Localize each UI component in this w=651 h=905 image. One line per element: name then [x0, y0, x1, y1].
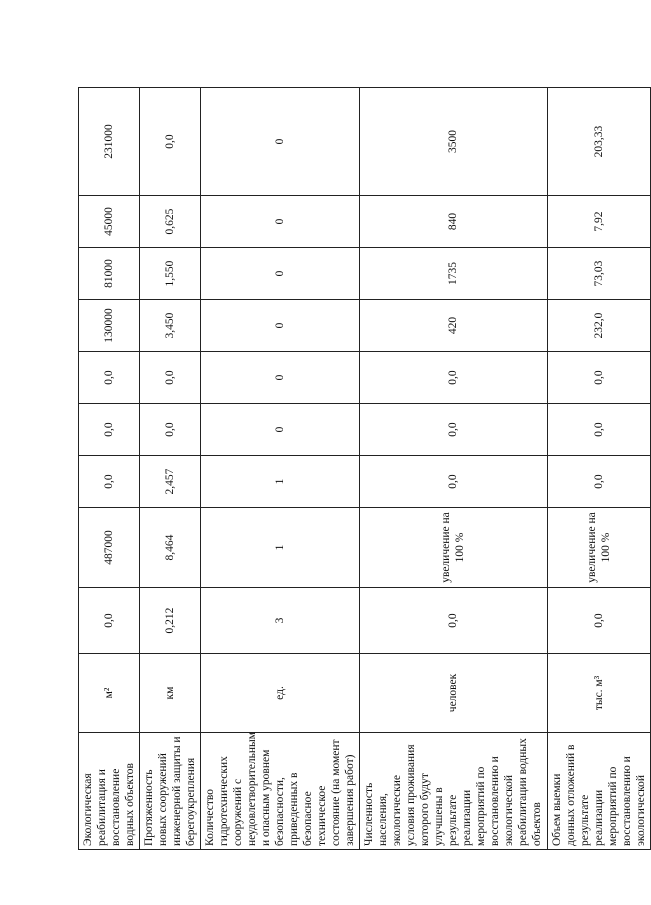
table-row — [360, 88, 547, 850]
value-cell: 0,625 — [140, 196, 201, 248]
value-cell: 420 — [360, 300, 547, 352]
value-cell: 0,0 — [547, 352, 650, 404]
table-body — [79, 88, 651, 850]
value-cell: 0,0 — [547, 404, 650, 456]
value-cell: 0,0 — [547, 456, 650, 508]
indicator-name: Численность населения, экологические условия проживания которого будут улучшены в результате реализации мероприятий по восстановлению и экологической реабилитации водных объектов — [360, 733, 547, 850]
indicator-name: Количество гидротехнических сооружений с неудовлетворительным и опасным уровнем безопасности, приведенных в безопасное техническое состояние (на момент завершения работ) — [201, 733, 360, 850]
value-cell: 81000 — [79, 248, 140, 300]
value-cell: 0,0 — [79, 456, 140, 508]
value-cell: 487000 — [79, 508, 140, 588]
value-cell: 840 — [360, 196, 547, 248]
table-row — [547, 88, 650, 850]
value-cell: 2,457 — [140, 456, 201, 508]
value-cell: 0,212 — [140, 588, 201, 654]
unit-cell: км — [140, 654, 201, 733]
unit-cell: тыс. м³ — [547, 654, 650, 733]
value-cell: 0,0 — [79, 352, 140, 404]
value-cell: 0,0 — [140, 404, 201, 456]
value-cell: 3 — [201, 588, 360, 654]
value-cell: 0 — [201, 88, 360, 196]
unit-cell: м² — [79, 654, 140, 733]
value-cell: увеличение на 100 % — [360, 508, 547, 588]
value-cell: 0,0 — [140, 88, 201, 196]
value-cell: 7,92 — [547, 196, 650, 248]
value-cell: 130000 — [79, 300, 140, 352]
value-cell: 0,0 — [79, 404, 140, 456]
value-cell: 1 — [201, 456, 360, 508]
value-cell: 0 — [201, 196, 360, 248]
value-cell: 3500 — [360, 88, 547, 196]
table-row — [140, 88, 201, 850]
indicator-name: Объем выемки донных отложений в результате реализации мероприятий по восстановлению и экологической — [547, 733, 650, 850]
value-cell: 203,33 — [547, 88, 650, 196]
indicator-name: Экологическая реабилитация и восстановление водных объектов — [79, 733, 140, 850]
value-cell: 0,0 — [360, 404, 547, 456]
value-cell: 0,0 — [360, 588, 547, 654]
value-cell: 0,0 — [360, 352, 547, 404]
unit-cell: человек — [360, 654, 547, 733]
value-cell: 0,0 — [547, 588, 650, 654]
unit-cell: ед. — [201, 654, 360, 733]
rotated-table-page — [78, 88, 647, 850]
value-cell: 73,03 — [547, 248, 650, 300]
indicator-name: Протяженность новых сооружений инженерной защиты и берегоукрепления — [140, 733, 201, 850]
indicators-table — [78, 87, 651, 850]
value-cell: 1 — [201, 508, 360, 588]
value-cell: 1735 — [360, 248, 547, 300]
value-cell: увеличение на 100 % — [547, 508, 650, 588]
value-cell: 8,464 — [140, 508, 201, 588]
value-cell: 0,0 — [79, 588, 140, 654]
value-cell: 0,0 — [140, 352, 201, 404]
table-row — [79, 88, 140, 850]
value-cell: 231000 — [79, 88, 140, 196]
value-cell: 45000 — [79, 196, 140, 248]
value-cell: 232,0 — [547, 300, 650, 352]
table-row — [201, 88, 360, 850]
value-cell: 0 — [201, 352, 360, 404]
value-cell: 1,550 — [140, 248, 201, 300]
value-cell: 0 — [201, 248, 360, 300]
value-cell: 0 — [201, 404, 360, 456]
value-cell: 3,450 — [140, 300, 201, 352]
value-cell: 0 — [201, 300, 360, 352]
value-cell: 0,0 — [360, 456, 547, 508]
